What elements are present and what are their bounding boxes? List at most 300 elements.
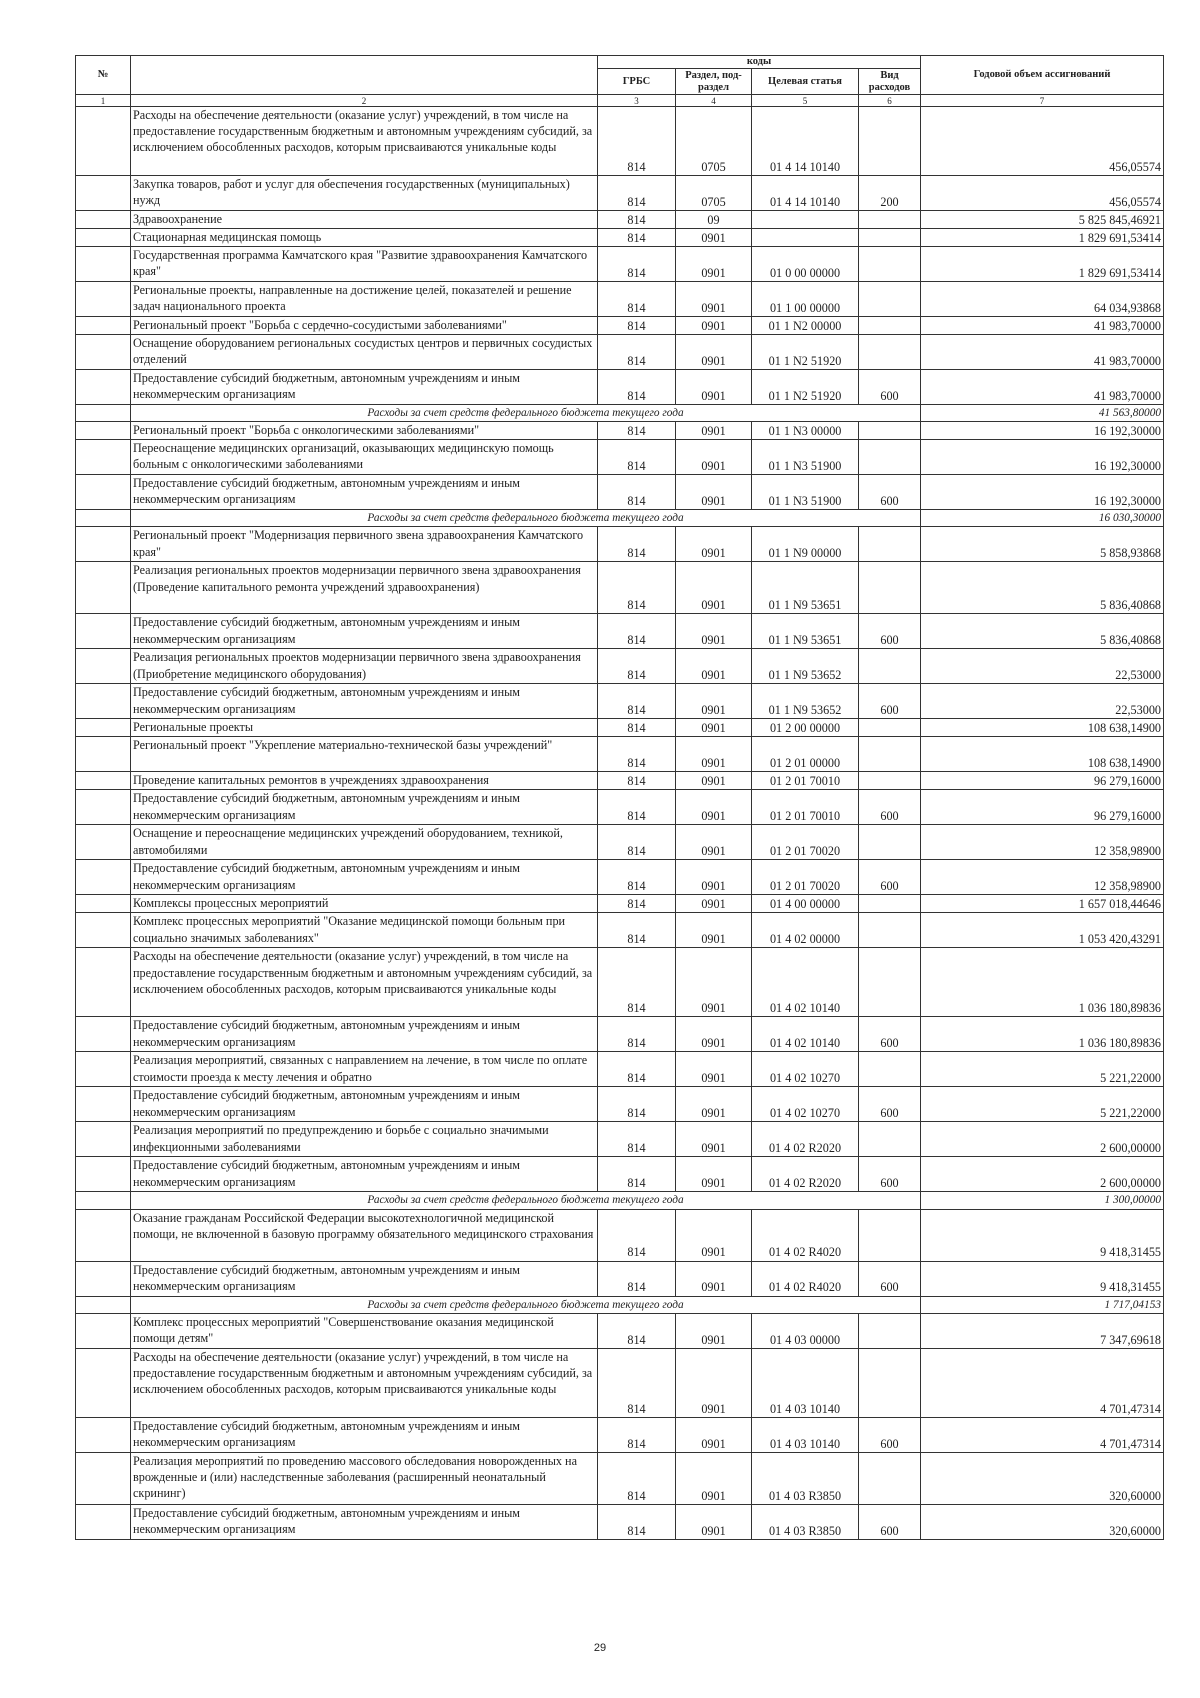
expense-kind-code (859, 211, 921, 229)
table-row (76, 211, 1164, 229)
expense-kind-code: 600 (859, 684, 921, 719)
federal-budget-label: Расходы за счет средств федерального бюджета текущего года (131, 405, 921, 422)
grbs-code: 814 (598, 1348, 676, 1417)
expense-kind-code: 600 (859, 475, 921, 510)
target-article-code (752, 229, 859, 247)
row-number-cell (76, 913, 131, 948)
section-code: 0901 (676, 737, 752, 772)
table-row (76, 614, 1164, 649)
target-article-code: 01 1 N9 53652 (752, 684, 859, 719)
table-row (76, 1122, 1164, 1157)
grbs-code: 814 (598, 1313, 676, 1348)
header-name-blank (131, 56, 598, 95)
section-code: 0901 (676, 1122, 752, 1157)
row-number-cell (76, 895, 131, 913)
expense-kind-code: 600 (859, 1417, 921, 1452)
row-number-cell (76, 1122, 131, 1157)
federal-budget-amount: 1 300,00000 (921, 1192, 1164, 1209)
page-number: 29 (593, 1642, 607, 1654)
row-number-cell (76, 684, 131, 719)
section-code: 0901 (676, 948, 752, 1017)
annual-amount: 9 418,31455 (921, 1209, 1164, 1261)
table-row (76, 1417, 1164, 1452)
row-number-cell (76, 1348, 131, 1417)
annual-amount: 320,60000 (921, 1504, 1164, 1539)
row-number-cell (76, 510, 131, 527)
expense-kind-code (859, 719, 921, 737)
federal-budget-row (76, 405, 1164, 422)
expense-name: Региональный проект "Борьба с сердечно-сосудистыми заболеваниями" (131, 317, 598, 335)
annual-amount: 7 347,69618 (921, 1313, 1164, 1348)
target-article-code: 01 1 N9 53651 (752, 562, 859, 614)
expense-name: Оснащение и переоснащение медицинских учреждений оборудованием, техникой, автомобилями (131, 825, 598, 860)
expense-kind-code: 600 (859, 1087, 921, 1122)
table-row (76, 335, 1164, 370)
row-number-cell (76, 1087, 131, 1122)
row-number-cell (76, 1157, 131, 1192)
annual-amount: 9 418,31455 (921, 1261, 1164, 1296)
grbs-code: 814 (598, 247, 676, 282)
federal-budget-row (76, 1192, 1164, 1209)
expense-kind-code (859, 282, 921, 317)
table-body (76, 107, 1164, 1540)
grbs-code: 814 (598, 229, 676, 247)
target-article-code: 01 1 N2 51920 (752, 335, 859, 370)
expense-kind-code: 600 (859, 1504, 921, 1539)
grbs-code: 814 (598, 790, 676, 825)
expense-name: Региональные проекты (131, 719, 598, 737)
grbs-code: 814 (598, 370, 676, 405)
expense-name: Региональный проект "Борьба с онкологическими заболеваниями" (131, 422, 598, 440)
expense-name: Реализация мероприятий по предупреждению и борьбе с социально значимыми инфекционными заболеваниями (131, 1122, 598, 1157)
section-code: 0901 (676, 247, 752, 282)
expense-kind-code: 600 (859, 790, 921, 825)
federal-budget-label: Расходы за счет средств федерального бюджета текущего года (131, 510, 921, 527)
expense-name: Предоставление субсидий бюджетным, автономным учреждениям и иным некоммерческим организациям (131, 790, 598, 825)
row-number-cell (76, 1052, 131, 1087)
expense-name: Предоставление субсидий бюджетным, автономным учреждениям и иным некоммерческим организациям (131, 475, 598, 510)
grbs-code: 814 (598, 1417, 676, 1452)
expense-name: Предоставление субсидий бюджетным, автономным учреждениям и иным некоммерческим организациям (131, 860, 598, 895)
expense-kind-code (859, 737, 921, 772)
colnum-6: 6 (859, 95, 921, 107)
target-article-code: 01 1 N9 53652 (752, 649, 859, 684)
target-article-code: 01 1 00 00000 (752, 282, 859, 317)
section-code: 0901 (676, 562, 752, 614)
grbs-code: 814 (598, 1017, 676, 1052)
target-article-code (752, 211, 859, 229)
target-article-code: 01 1 N9 00000 (752, 527, 859, 562)
section-code: 0901 (676, 1209, 752, 1261)
section-code: 0901 (676, 825, 752, 860)
colnum-4: 4 (676, 95, 752, 107)
header-column-numbers (76, 95, 1164, 107)
annual-amount: 64 034,93868 (921, 282, 1164, 317)
section-code: 0901 (676, 335, 752, 370)
row-number-cell (76, 1261, 131, 1296)
expense-name: Расходы на обеспечение деятельности (оказание услуг) учреждений, в том числе на предоставление государственным бюджетным и автономным учреждениям субсидий, за исключением обособленных расходов, которым присваиваются уникальные коды (131, 107, 598, 176)
section-code: 0705 (676, 176, 752, 211)
federal-budget-amount: 1 717,04153 (921, 1296, 1164, 1313)
target-article-code: 01 2 01 70010 (752, 790, 859, 825)
table-row (76, 1261, 1164, 1296)
expense-kind-code (859, 895, 921, 913)
target-article-code: 01 4 03 00000 (752, 1313, 859, 1348)
table-row (76, 422, 1164, 440)
grbs-code: 814 (598, 211, 676, 229)
section-code: 0901 (676, 370, 752, 405)
grbs-code: 814 (598, 282, 676, 317)
grbs-code: 814 (598, 737, 676, 772)
section-code: 0705 (676, 107, 752, 176)
expense-kind-code (859, 229, 921, 247)
expense-kind-code (859, 825, 921, 860)
annual-amount: 4 701,47314 (921, 1348, 1164, 1417)
annual-amount: 1 829 691,53414 (921, 229, 1164, 247)
section-code: 0901 (676, 1348, 752, 1417)
colnum-3: 3 (598, 95, 676, 107)
target-article-code: 01 4 14 10140 (752, 176, 859, 211)
expense-name: Комплексы процессных мероприятий (131, 895, 598, 913)
expense-kind-code: 200 (859, 176, 921, 211)
row-number-cell (76, 317, 131, 335)
expense-kind-code (859, 913, 921, 948)
section-code: 0901 (676, 1504, 752, 1539)
expense-kind-code (859, 1348, 921, 1417)
annual-amount: 5 836,40868 (921, 614, 1164, 649)
annual-amount: 96 279,16000 (921, 772, 1164, 790)
target-article-code: 01 4 02 R4020 (752, 1209, 859, 1261)
expense-kind-code (859, 1313, 921, 1348)
annual-amount: 96 279,16000 (921, 790, 1164, 825)
expense-name: Предоставление субсидий бюджетным, автономным учреждениям и иным некоммерческим организациям (131, 1261, 598, 1296)
table-row (76, 282, 1164, 317)
expense-kind-code (859, 527, 921, 562)
target-article-code: 01 4 02 10140 (752, 1017, 859, 1052)
annual-amount: 41 983,70000 (921, 335, 1164, 370)
section-code: 0901 (676, 317, 752, 335)
expense-kind-code (859, 772, 921, 790)
header-expense-kind: Вид расходов (859, 69, 921, 95)
target-article-code: 01 0 00 00000 (752, 247, 859, 282)
annual-amount: 41 983,70000 (921, 370, 1164, 405)
table-row (76, 790, 1164, 825)
annual-amount: 1 036 180,89836 (921, 1017, 1164, 1052)
row-number-cell (76, 370, 131, 405)
grbs-code: 814 (598, 1504, 676, 1539)
target-article-code: 01 1 N2 51920 (752, 370, 859, 405)
target-article-code: 01 4 02 10140 (752, 948, 859, 1017)
expense-kind-code: 600 (859, 860, 921, 895)
section-code: 0901 (676, 614, 752, 649)
expense-kind-code (859, 1122, 921, 1157)
section-code: 0901 (676, 913, 752, 948)
grbs-code: 814 (598, 440, 676, 475)
expense-kind-code (859, 1052, 921, 1087)
expense-name: Оснащение оборудованием региональных сосудистых центров и первичных сосудистых отделений (131, 335, 598, 370)
section-code: 0901 (676, 649, 752, 684)
table-row (76, 825, 1164, 860)
target-article-code: 01 1 N2 00000 (752, 317, 859, 335)
federal-budget-row (76, 1296, 1164, 1313)
expense-name: Предоставление субсидий бюджетным, автономным учреждениям и иным некоммерческим организациям (131, 1157, 598, 1192)
section-code: 0901 (676, 790, 752, 825)
row-number-cell (76, 176, 131, 211)
annual-amount: 41 983,70000 (921, 317, 1164, 335)
table-row (76, 370, 1164, 405)
expense-kind-code (859, 948, 921, 1017)
annual-amount: 5 221,22000 (921, 1087, 1164, 1122)
annual-amount: 16 192,30000 (921, 475, 1164, 510)
row-number-cell (76, 527, 131, 562)
grbs-code: 814 (598, 719, 676, 737)
header-annual-volume: Годовой объем ассигнований (921, 56, 1164, 95)
header-codes: коды (598, 56, 921, 69)
colnum-7: 7 (921, 95, 1164, 107)
table-row (76, 1348, 1164, 1417)
row-number-cell (76, 860, 131, 895)
annual-amount: 2 600,00000 (921, 1157, 1164, 1192)
expense-name: Предоставление субсидий бюджетным, автономным учреждениям и иным некоммерческим организациям (131, 684, 598, 719)
colnum-1: 1 (76, 95, 131, 107)
target-article-code: 01 1 N3 51900 (752, 440, 859, 475)
target-article-code: 01 4 00 00000 (752, 895, 859, 913)
table-row (76, 229, 1164, 247)
row-number-cell (76, 790, 131, 825)
grbs-code: 814 (598, 527, 676, 562)
section-code: 0901 (676, 1261, 752, 1296)
row-number-cell (76, 614, 131, 649)
expense-name: Реализация региональных проектов модернизации первичного звена здравоохранения (Приобретение медицинского оборудования) (131, 649, 598, 684)
federal-budget-label: Расходы за счет средств федерального бюджета текущего года (131, 1192, 921, 1209)
annual-amount: 1 829 691,53414 (921, 247, 1164, 282)
federal-budget-label: Расходы за счет средств федерального бюджета текущего года (131, 1296, 921, 1313)
grbs-code: 814 (598, 649, 676, 684)
table-row (76, 562, 1164, 614)
header-grbs: ГРБС (598, 69, 676, 95)
target-article-code: 01 4 03 10140 (752, 1417, 859, 1452)
expense-name: Региональный проект "Укрепление материально-технической базы учреждений" (131, 737, 598, 772)
header-target-article: Целевая статья (752, 69, 859, 95)
expense-kind-code (859, 1209, 921, 1261)
grbs-code: 814 (598, 860, 676, 895)
annual-amount: 4 701,47314 (921, 1417, 1164, 1452)
table-row (76, 772, 1164, 790)
expense-name: Предоставление субсидий бюджетным, автономным учреждениям и иным некоммерческим организациям (131, 614, 598, 649)
expense-name: Комплекс процессных мероприятий "Оказание медицинской помощи больным при социально значимых заболеваниях" (131, 913, 598, 948)
annual-amount: 2 600,00000 (921, 1122, 1164, 1157)
federal-budget-row (76, 510, 1164, 527)
grbs-code: 814 (598, 317, 676, 335)
section-code: 0901 (676, 229, 752, 247)
expense-name: Предоставление субсидий бюджетным, автономным учреждениям и иным некоммерческим организациям (131, 1017, 598, 1052)
section-code: 0901 (676, 475, 752, 510)
table-row (76, 247, 1164, 282)
expense-kind-code (859, 440, 921, 475)
row-number-cell (76, 1504, 131, 1539)
target-article-code: 01 1 N3 00000 (752, 422, 859, 440)
expense-kind-code (859, 335, 921, 370)
target-article-code: 01 2 00 00000 (752, 719, 859, 737)
table-row (76, 1157, 1164, 1192)
expense-kind-code (859, 247, 921, 282)
grbs-code: 814 (598, 1452, 676, 1504)
section-code: 0901 (676, 1417, 752, 1452)
expense-kind-code: 600 (859, 614, 921, 649)
row-number-cell (76, 475, 131, 510)
federal-budget-amount: 41 563,80000 (921, 405, 1164, 422)
target-article-code: 01 2 01 70010 (752, 772, 859, 790)
grbs-code: 814 (598, 913, 676, 948)
section-code: 0901 (676, 1017, 752, 1052)
row-number-cell (76, 772, 131, 790)
row-number-cell (76, 247, 131, 282)
target-article-code: 01 2 01 70020 (752, 860, 859, 895)
row-number-cell (76, 1296, 131, 1313)
row-number-cell (76, 282, 131, 317)
grbs-code: 814 (598, 1261, 676, 1296)
table-row (76, 176, 1164, 211)
row-number-cell (76, 649, 131, 684)
annual-amount: 1 053 420,43291 (921, 913, 1164, 948)
annual-amount: 108 638,14900 (921, 737, 1164, 772)
grbs-code: 814 (598, 1087, 676, 1122)
expense-kind-code: 600 (859, 370, 921, 405)
target-article-code: 01 4 14 10140 (752, 107, 859, 176)
table-row (76, 317, 1164, 335)
row-number-cell (76, 1417, 131, 1452)
grbs-code: 814 (598, 948, 676, 1017)
expense-kind-code (859, 317, 921, 335)
table-row (76, 1313, 1164, 1348)
annual-amount: 16 192,30000 (921, 440, 1164, 475)
grbs-code: 814 (598, 772, 676, 790)
expense-kind-code (859, 1452, 921, 1504)
row-number-cell (76, 405, 131, 422)
annual-amount: 12 358,98900 (921, 825, 1164, 860)
table-row (76, 1052, 1164, 1087)
grbs-code: 814 (598, 422, 676, 440)
expense-kind-code (859, 422, 921, 440)
colnum-2: 2 (131, 95, 598, 107)
annual-amount: 22,53000 (921, 649, 1164, 684)
section-code: 0901 (676, 1313, 752, 1348)
section-code: 0901 (676, 719, 752, 737)
section-code: 0901 (676, 1157, 752, 1192)
expense-name: Реализация мероприятий, связанных с направлением на лечение, в том числе по оплате стоимости проезда к месту лечения и обратно (131, 1052, 598, 1087)
expense-name: Комплекс процессных мероприятий "Совершенствование оказания медицинской помощи детям" (131, 1313, 598, 1348)
row-number-cell (76, 229, 131, 247)
table-row (76, 1017, 1164, 1052)
target-article-code: 01 4 03 R3850 (752, 1504, 859, 1539)
expense-name: Предоставление субсидий бюджетным, автономным учреждениям и иным некоммерческим организациям (131, 1504, 598, 1539)
grbs-code: 814 (598, 107, 676, 176)
table-row (76, 1452, 1164, 1504)
row-number-cell (76, 825, 131, 860)
grbs-code: 814 (598, 895, 676, 913)
grbs-code: 814 (598, 1122, 676, 1157)
section-code: 0901 (676, 772, 752, 790)
grbs-code: 814 (598, 614, 676, 649)
annual-amount: 5 221,22000 (921, 1052, 1164, 1087)
expense-name: Региональный проект "Модернизация первичного звена здравоохранения Камчатского края" (131, 527, 598, 562)
budget-table (75, 55, 1164, 1540)
row-number-cell (76, 335, 131, 370)
expense-kind-code: 600 (859, 1157, 921, 1192)
table-row (76, 440, 1164, 475)
table-row (76, 913, 1164, 948)
section-code: 0901 (676, 684, 752, 719)
target-article-code: 01 4 03 R3850 (752, 1452, 859, 1504)
expense-kind-code (859, 107, 921, 176)
table-row (76, 895, 1164, 913)
table-row (76, 1504, 1164, 1539)
annual-amount: 5 825 845,46921 (921, 211, 1164, 229)
expense-name: Реализация региональных проектов модернизации первичного звена здравоохранения (Проведение капитального ремонта учреждений здравоохранения) (131, 562, 598, 614)
target-article-code: 01 2 01 70020 (752, 825, 859, 860)
annual-amount: 1 657 018,44646 (921, 895, 1164, 913)
target-article-code: 01 4 02 00000 (752, 913, 859, 948)
grbs-code: 814 (598, 1209, 676, 1261)
table-row (76, 527, 1164, 562)
grbs-code: 814 (598, 1052, 676, 1087)
target-article-code: 01 2 01 00000 (752, 737, 859, 772)
grbs-code: 814 (598, 176, 676, 211)
table-row (76, 107, 1164, 176)
section-code: 0901 (676, 282, 752, 317)
annual-amount: 320,60000 (921, 1452, 1164, 1504)
grbs-code: 814 (598, 475, 676, 510)
row-number-cell (76, 440, 131, 475)
expense-name: Реализация мероприятий по проведению массового обследования новорожденных на врожденные и (или) наследственные заболевания (расширенный неонатальный скрининг) (131, 1452, 598, 1504)
grbs-code: 814 (598, 1157, 676, 1192)
expense-name: Здравоохранение (131, 211, 598, 229)
annual-amount: 1 036 180,89836 (921, 948, 1164, 1017)
table-row (76, 684, 1164, 719)
annual-amount: 5 836,40868 (921, 562, 1164, 614)
annual-amount: 5 858,93868 (921, 527, 1164, 562)
row-number-cell (76, 211, 131, 229)
annual-amount: 22,53000 (921, 684, 1164, 719)
table-row (76, 948, 1164, 1017)
header-section: Раздел, под-раздел (676, 69, 752, 95)
section-code: 0901 (676, 1087, 752, 1122)
expense-name: Предоставление субсидий бюджетным, автономным учреждениям и иным некоммерческим организациям (131, 370, 598, 405)
annual-amount: 456,05574 (921, 176, 1164, 211)
row-number-cell (76, 948, 131, 1017)
table-header (76, 56, 1164, 107)
table-row (76, 649, 1164, 684)
table-row (76, 737, 1164, 772)
grbs-code: 814 (598, 684, 676, 719)
grbs-code: 814 (598, 562, 676, 614)
federal-budget-amount: 16 030,30000 (921, 510, 1164, 527)
grbs-code: 814 (598, 335, 676, 370)
expense-name: Расходы на обеспечение деятельности (оказание услуг) учреждений, в том числе на предоставление государственным бюджетным и автономным учреждениям субсидий, за исключением обособленных расходов, которым присваиваются уникальные коды (131, 948, 598, 1017)
table-row (76, 475, 1164, 510)
section-code: 0901 (676, 440, 752, 475)
section-code: 0901 (676, 422, 752, 440)
annual-amount: 456,05574 (921, 107, 1164, 176)
row-number-cell (76, 562, 131, 614)
row-number-cell (76, 737, 131, 772)
expense-name: Расходы на обеспечение деятельности (оказание услуг) учреждений, в том числе на предоставление государственным бюджетным и автономным учреждениям субсидий, за исключением обособленных расходов, которым присваиваются уникальные коды (131, 1348, 598, 1417)
section-code: 0901 (676, 1052, 752, 1087)
annual-amount: 12 358,98900 (921, 860, 1164, 895)
target-article-code: 01 4 02 10270 (752, 1087, 859, 1122)
section-code: 0901 (676, 895, 752, 913)
target-article-code: 01 4 02 R2020 (752, 1122, 859, 1157)
